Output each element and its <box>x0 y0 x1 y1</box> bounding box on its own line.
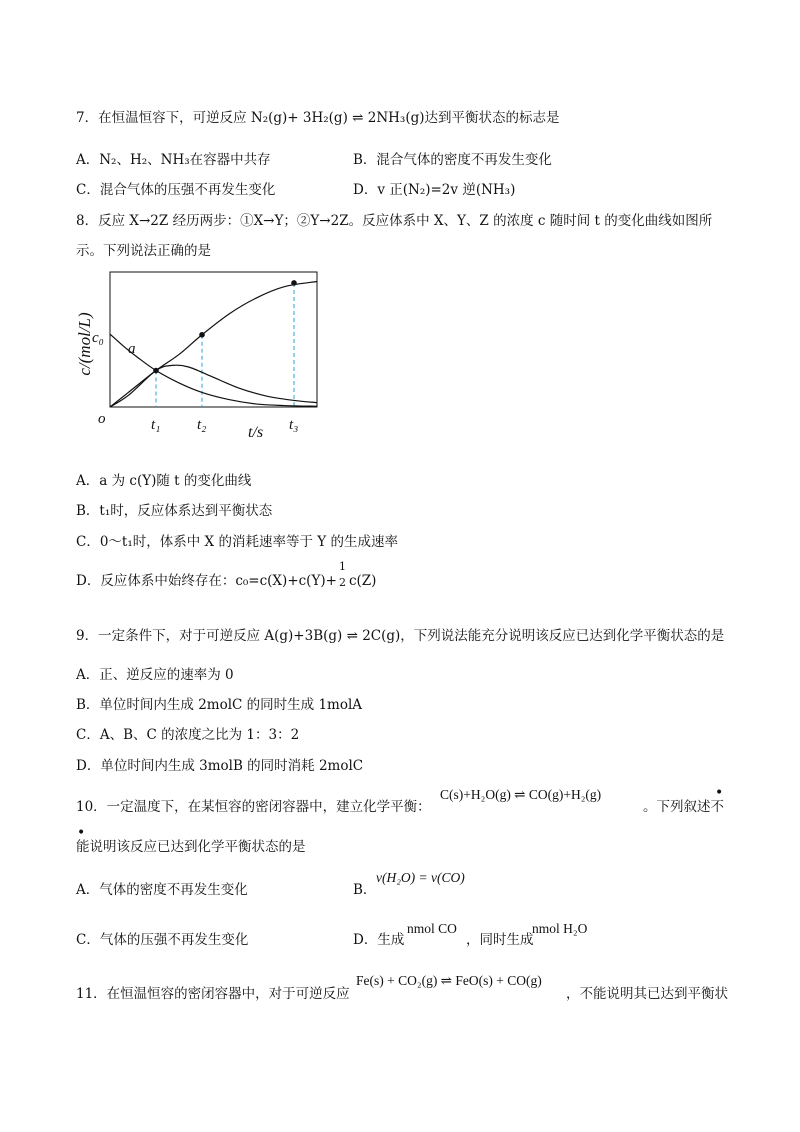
q8-d-fraction-num: 1 <box>338 560 346 573</box>
q11-stem-suffix: ，不能说明其已达到平衡状 <box>566 986 728 1002</box>
q9-option-d: D．单位时间内生成 3molB 的同时消耗 2molC <box>76 758 364 774</box>
q9-option-b: B．单位时间内生成 2molC 的同时生成 1molA <box>76 697 363 713</box>
curve-series-2 <box>110 281 317 407</box>
emphasis-dot: • <box>77 825 86 841</box>
q8-d-fraction-den: 2 <box>338 576 346 589</box>
concentration-time-chart <box>70 262 330 447</box>
x-axis-label: t/s <box>248 424 264 441</box>
y-tick-c0: c₀ <box>92 330 104 346</box>
curve-marker-point <box>153 368 159 374</box>
q8-option-d <box>76 560 377 590</box>
q10-option-d-prefix: D．生成 <box>353 932 405 948</box>
q7-option-a: A．N₂、H₂、NH₃在容器中共存 <box>76 152 271 168</box>
q9-option-c: C．A、B、C 的浓度之比为 1：3：2 <box>76 727 300 743</box>
q8-stem-line1: 8．反应 X→2Z 经历两步：①X→Y；②Y→2Z。反应体系中 X、Y、Z 的浓度 c 随时间 t 的变化曲线如图所 <box>76 213 713 229</box>
q11-equation: Fe(s) + CO₂(g) ⇌ FeO(s) + CO(g) <box>356 973 542 988</box>
curve-marker-point <box>291 280 297 286</box>
chart-frame <box>110 272 317 407</box>
q10-equation: C(s)+H₂O(g) ⇌ CO(g)+H₂(g) <box>440 787 602 802</box>
q10-option-d-mid: ，同时生成 <box>466 932 534 948</box>
curve-series-3 <box>110 365 317 407</box>
q10-option-b-formula: v(H₂O) = v(CO) <box>376 870 465 885</box>
q8-option-b: B．t₁时，反应体系达到平衡状态 <box>76 503 273 519</box>
emphasis-dot: • <box>715 785 724 801</box>
q8-d-suffix: c(Z) <box>348 573 377 589</box>
x-tick-t2: t₂ <box>197 417 207 433</box>
q7-option-c: C．混合气体的压强不再发生变化 <box>76 182 276 198</box>
q9-option-a: A．正、逆反应的速率为 0 <box>76 667 234 683</box>
q8-option-c: C．0～t₁时，体系中 X 的消耗速率等于 Y 的生成速率 <box>76 534 398 550</box>
curve-label-a: a <box>128 341 136 357</box>
q10-stem-line2: 能说明该反应已达到化学平衡状态的是 <box>76 839 306 855</box>
curve-marker-point <box>199 332 205 338</box>
q7-option-b: B．混合气体的密度不再发生变化 <box>353 152 552 168</box>
q8-d-fraction <box>337 560 349 590</box>
q10-option-d-formula1: nmol CO <box>407 921 457 936</box>
q8-option-a: A．a 为 c(Y)随 t 的变化曲线 <box>76 473 252 489</box>
q10-option-a: A．气体的密度不再发生变化 <box>76 882 248 898</box>
x-tick-origin: o <box>98 411 106 427</box>
q10-stem-prefix: 10．一定温度下，在某恒容的密闭容器中，建立化学平衡： <box>76 799 431 815</box>
x-tick-t1: t₁ <box>151 417 161 433</box>
q11-stem-prefix: 11．在恒温恒容的密闭容器中，对于可逆反应 <box>76 986 350 1002</box>
q9-stem: 9．一定条件下，对于可逆反应 A(g)+3B(g) ⇌ 2C(g)，下列说法能充分说明该反应已达到化学平衡状态的是 <box>76 628 725 644</box>
q8-stem-line2: 示。下列说法正确的是 <box>76 243 211 259</box>
q10-option-c: C．气体的压强不再发生变化 <box>76 932 249 948</box>
q10-option-b-label: B． <box>353 882 377 898</box>
curve-series-1 <box>110 334 317 406</box>
x-tick-t3: t₃ <box>289 417 299 433</box>
q10-option-d-formula2: nmol H₂O <box>532 921 588 936</box>
q10-stem-suffix: 。下列叙述不 <box>643 799 724 815</box>
y-axis-label: c/(mol/L) <box>75 312 94 376</box>
q7-option-d: D．v 正(N₂)=2v 逆(NH₃) <box>353 182 516 198</box>
q8-d-prefix: D．反应体系中始终存在：c₀=c(X)+c(Y)+ <box>76 573 337 589</box>
q7-stem: 7．在恒温恒容下，可逆反应 N₂(g)+ 3H₂(g) ⇌ 2NH₃(g)达到平衡状态的标志是 <box>76 110 560 126</box>
